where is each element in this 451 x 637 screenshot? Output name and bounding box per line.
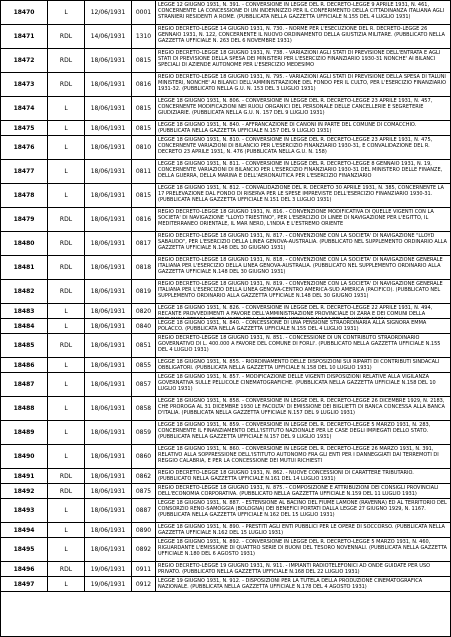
- act-type: L: [48, 523, 85, 537]
- act-description: REGIO DECRETO-LEGGE 18 GIUGNO 1931, N. 817. - CONVENZIONE CON LA SOCIETA' DI NAVIGAZIONE "LLOYD SABAUDO", PER L'ESERCIZIO DELLA LINEA GENOVA-AUSTRALIA. (PUBBLICATO NEL SUPPLEMENTO ORDINARIO ALLA GAZZETTA UFFICIALE N.148 DEL 30 GIUGNO 1931): [158, 233, 447, 251]
- act-code: 0892: [132, 538, 156, 561]
- act-date: 18/06/1931: [85, 334, 132, 357]
- act-date: 18/06/1931: [85, 397, 132, 420]
- act-description: REGIO DECRETO-LEGGE 18 GIUGNO 1931, N. 818. - CONVENZIONE CON LA SOCIETA' DI NAVIGAZIONE GENERALE ITALIANA PER L'ESERCIZIO DELLA LINEA GENOVA-AUSTRALIA. (PUBBLICATO NEL SUPPLEMENTO ORDINARIO ALLA GAZZETTA UFFICIALE N.148 DEL 30 GIUGNO 1931): [158, 257, 443, 275]
- act-type: L: [48, 445, 85, 468]
- act-description: REGIO DECRETO-LEGGE 18 GIUGNO 1931, N. 819. - CONVENZIONE CON LA SOCIETA' DI NAVIGAZIONE GENERALE ITALIANA PER L'ESERCIZIO DELLA LINEA GENOVA-CENTRO AMERICA-SUD AMERICA (PACIFICO). (PUBBLICATO NEL SUPPLEMENTO ORDINARIO ALLA GAZZETTA UFFICIALE N.148 DEL 30 GIUGNO 1931): [158, 281, 443, 299]
- act-date: 12/06/1931: [85, 1, 132, 24]
- table-row: [1, 160, 450, 184]
- record-number: 18495: [1, 538, 48, 561]
- act-type: L: [48, 577, 85, 591]
- act-type: L: [48, 538, 85, 561]
- act-date: 18/06/1931: [85, 256, 132, 279]
- table-row: [1, 445, 450, 469]
- table-row: [1, 523, 450, 538]
- act-type: RDL: [48, 334, 85, 357]
- act-date: 18/06/1931: [85, 469, 132, 483]
- act-code: 0887: [132, 499, 156, 522]
- act-type: L: [48, 121, 85, 135]
- act-description: LEGGE 18 GIUGNO 1931, N. 840. - CONCESSIONE DI UNA PENSIONE STRAORDINARIA ALLA SIGNORA EMMA POLACCO. (PUBBLICATA NELLA GAZZETTA UFFICIALE N.155 DEL 4 LUGLIO 1931): [158, 320, 427, 332]
- act-type: RDL: [48, 232, 85, 255]
- table-row: [1, 208, 450, 232]
- record-number: 18476: [1, 136, 48, 159]
- record-number: 18478: [1, 184, 48, 207]
- act-type: L: [48, 319, 85, 333]
- act-type: L: [48, 358, 85, 372]
- act-description: LEGGE 12 GIUGNO 1931, N. 391. - CONVERSIONE IN LEGGE DEL R. DECRETO-LEGGE 9 APRILE 1931, N. 461, CONCERNENTE LA CONCESSIONE DI UN INDENNIZZO PER IL CONFERIMENTO DELLA CITTADINANZA ITALIANA AGLI STRANIERI RESIDENTI A ROME. (PUBBLICATA NELLA GAZZETTA UFFICIALE N.155 DEL 4 LUGLIO 1931): [158, 2, 445, 20]
- act-date: 19/06/1931: [85, 577, 132, 591]
- table-row: [1, 25, 450, 49]
- table-row: [1, 280, 450, 304]
- act-code: 0862: [132, 469, 156, 483]
- act-code: 0817: [132, 232, 156, 255]
- act-code: 0816: [132, 73, 156, 96]
- act-description: LEGGE 18 GIUGNO 1931, N. 892. - CONVERSIONE IN LEGGE DEL R. DECRETO-LEGGE 5 MARZO 1931, N. 460, RIGUARDANTE L'EMISSIONE DI QUATTRO SERIE DI BUONI DEL TESORO NOVENNALI. (PUBBLICATA NELLA GAZZETTA UFFICIALE N.180 DEL 6 AGOSTO 1931): [158, 539, 447, 557]
- act-date: 18/06/1931: [85, 73, 132, 96]
- act-date: 18/06/1931: [85, 499, 132, 522]
- act-type: RDL: [48, 280, 85, 303]
- act-description: LEGGE 18 GIUGNO 1931, N. 806. - CONVERSIONE IN LEGGE DEL R. DECRETO-LEGGE 23 APRILE 1931, N. 457, CONCERNENTE MODIFICAZIONI NEI RUOLI ORGANICI DEL PERSONALE DELLE CANCELLERIE E SEGRETERIE GIUDIZIARIE. (PUBBLICATA NELLA G.U. N. 157 DEL 9 LUGLIO 1931): [158, 98, 433, 116]
- act-description: LEGGE 18 GIUGNO 1931, N. 811. - CONVERSIONE IN LEGGE DEL R. DECRETO-LEGGE 8 GENNAIO 1931, N. 19, CONCERNENTE VARIAZIONI DI BILANCIO PER L'ESERCIZIO FINANZIARIO 1930-31 DEL MINISTERO DELLE FINANZE, DELLA GUERRA, DELLA MARINA E DELL'AERONAUTICA PER L'ESERCIZIO FINANZIARIO: [158, 161, 443, 179]
- table-row: [1, 373, 450, 397]
- act-date: 18/06/1931: [85, 280, 132, 303]
- act-code: 0815: [132, 184, 156, 207]
- act-code: 0857: [132, 373, 156, 396]
- table-row: [1, 256, 450, 280]
- act-date: 18/06/1931: [85, 484, 132, 498]
- record-number: 18496: [1, 562, 48, 576]
- act-description: LEGGE 18 GIUGNO 1931, N. 812. - CONVALIDAZIONE DEL R. DECRETO 30 APRILE 1931, N. 385, CONCERNENTE LA 17 PRELEVAZIONE DAL FONDO DI RISERVA PER LE SPESE IMPREVISTE DELL'ESERCIZIO FINANZIARIO 1930-31. (PUBBLICATA NELLA GAZZETTA UFFICIALE N.151 DEL 3 LUGLIO 1931): [158, 185, 444, 203]
- table-row: [1, 562, 450, 577]
- record-number: 18475: [1, 121, 48, 135]
- act-date: 18/06/1931: [85, 136, 132, 159]
- record-number: 18470: [1, 1, 48, 24]
- act-date: 18/06/1931: [85, 97, 132, 120]
- record-number: 18490: [1, 445, 48, 468]
- table-row: [1, 499, 450, 523]
- act-date: 18/06/1931: [85, 160, 132, 183]
- act-description: LEGGE 19 GIUGNO 1931, N. 912. - DISPOSIZIONI PER LA TUTELA DELLA PRODUZIONE CINEMATOGRAFICA NAZIONALE. (PUBBLICATA NELLA GAZZETTA UFFICIALE N.178 DEL 4 AGOSTO 1931): [158, 578, 423, 590]
- record-number: 18483: [1, 304, 48, 318]
- act-description: REGIO DECRETO-LEGGE 14 GIUGNO 1931, N. 730. - NORME PER L'ESECUZIONE DEL R. DECRETO-LEGGE 26 GENNAIO 1931, N. 122, CONCERNENTE IL NUOVO ORDINAMENTO DELLA GIUSTIZIA MILITARE. (PUBBLICATO NELLA GAZZETTA UFFICIALE N. 263 DEL 6 NOVEMBRE 1931): [158, 26, 445, 44]
- act-description: LEGGE 18 GIUGNO 1931, N. 840. - AFFRANCAZIONE DI CANONI IN PARTE DEL COMUNE DI COMACCHIO. (PUBBLICATA NELLA GAZZETTA UFFICIALE N.157 DEL 9 LUGLIO 1931): [158, 122, 417, 134]
- table-row: [1, 49, 450, 73]
- act-type: L: [48, 421, 85, 444]
- act-code: 0860: [132, 445, 156, 468]
- act-code: 0859: [132, 421, 156, 444]
- record-number: 18479: [1, 208, 48, 231]
- record-number: 18471: [1, 25, 48, 48]
- act-type: RDL: [48, 49, 85, 72]
- act-type: L: [48, 499, 85, 522]
- record-number: 18477: [1, 160, 48, 183]
- act-description: LEGGE 18 GIUGNO 1931, N. 858. - CONVERSIONE IN LEGGE DEL R. DECRETO-LEGGE 26 DICEMBRE 1929, N. 2183, CHE PROROGA AL 31 DICEMBRE 1930 LE FACOLTA' DI EMISSIONE DEI BIGLIETTI DI BANCA CONCESSA ALLA BANCA D'ITALIA. (PUBBLICATA NELLA GAZZETTA UFFICIALE N.157 DEL 9 LUGLIO 1931): [158, 398, 445, 416]
- act-date: 18/06/1931: [85, 232, 132, 255]
- act-date: 14/06/1931: [85, 25, 132, 48]
- act-date: 18/06/1931: [85, 373, 132, 396]
- act-date: 18/06/1931: [85, 538, 132, 561]
- act-date: 18/06/1931: [85, 121, 132, 135]
- table-row: [1, 97, 450, 121]
- act-date: 18/06/1931: [85, 319, 132, 333]
- act-type: RDL: [48, 25, 85, 48]
- act-date: 19/06/1931: [85, 562, 132, 576]
- record-number: 18489: [1, 421, 48, 444]
- act-type: L: [48, 184, 85, 207]
- act-description: REGIO DECRETO-LEGGE 18 GIUGNO 1931, N. 738. - VARIAZIONI AGLI STATI DI PREVISIONE DELL'ENTRATA E AGLI STATI DI PREVISIONE DELLA SPESA DEI MINISTERI PER L'ESERCIZIO FINANZIARIO 1930-31 NONCHE' AI BILANCI SPECIALI DI AZIENDE AUTONOME PER L'ESERCIZIO MEDESIMO: [158, 50, 441, 68]
- act-code: 0815: [132, 97, 156, 120]
- act-code: 1310: [132, 25, 156, 48]
- act-date: 18/06/1931: [85, 358, 132, 372]
- table-row: [1, 358, 450, 373]
- act-description: LEGGE 18 GIUGNO 1931, N. 810. - CONVERSIONE IN LEGGE DEL R. DECRETO-LEGGE 23 APRILE 1931, N. 475, CONCERNENTE VARIAZIONI DI BILANCIO PER L'ESERCIZIO FINANZIARIO 1930-31, E CONVALIDAZIONE DEL R. DECRETO 23 APRILE 1931, N. 476 (PUBBLICATA NELLA G.U. N. 158): [158, 137, 433, 155]
- act-type: L: [48, 1, 85, 24]
- act-type: RDL: [48, 73, 85, 96]
- act-type: RDL: [48, 562, 85, 576]
- table-row: [1, 484, 450, 499]
- act-type: RDL: [48, 469, 85, 483]
- act-date: 18/06/1931: [85, 421, 132, 444]
- record-number: 18484: [1, 319, 48, 333]
- act-code: 0840: [132, 319, 156, 333]
- act-code: 0819: [132, 280, 156, 303]
- act-code: 0858: [132, 397, 156, 420]
- act-code: 0811: [132, 160, 156, 183]
- table-row: [1, 421, 450, 445]
- act-code: 0851: [132, 334, 156, 357]
- record-number: 18482: [1, 280, 48, 303]
- record-number: 18472: [1, 49, 48, 72]
- act-type: L: [48, 304, 85, 318]
- act-description: REGIO DECRETO-LEGGE 18 GIUGNO 1931, N. 851. - CONCESSIONE DI UN CONTRIBUTO STRAORDINARIO GOVERNATIVO DI L. 400.000 A FAVORE DEL COMUNE DI FORLI'. (PUBBLICATO NELLA GAZZETTA UFFICIALE N.155 DEL 4 LUGLIO 1931): [158, 335, 441, 353]
- act-code: 0855: [132, 358, 156, 372]
- act-code: 0810: [132, 136, 156, 159]
- act-date: 18/06/1931: [85, 49, 132, 72]
- act-description: REGIO DECRETO-LEGGE 18 GIUGNO 1931, N. 862. - NUOVE CONCESSIONI DI CARATTERE TRIBUTARIO. (PUBBLICATO NELLA GAZZETTA UFFICIALE N.161 DEL 14 LUGLIO 1931): [158, 470, 414, 482]
- act-type: L: [48, 397, 85, 420]
- act-code: 0875: [132, 484, 156, 498]
- act-description: LEGGE 18 GIUGNO 1931, N. 859. - CONVERSIONE IN LEGGE DEL R. DECRETO-LEGGE 5 MARZO 1931, N. 283, CONCERNENTE IL FINANZIAMENTO DELL'ISTITUTO NAZIONALE PER LE CASE DEGLI IMPIEGATI DELLO STATO. (PUBBLICATA NELLA GAZZETTA UFFICIALE N.157 DEL 9 LUGLIO 1931): [158, 422, 431, 440]
- act-date: 18/06/1931: [85, 304, 132, 318]
- act-type: L: [48, 97, 85, 120]
- record-number: 18474: [1, 97, 48, 120]
- act-code: 0820: [132, 304, 156, 318]
- act-type: RDL: [48, 484, 85, 498]
- act-description: LEGGE 18 GIUGNO 1931, N. 887. - ESTENSIONE AL BACINO DEL FIUME LAMONE (RAVENNA) ED AL TERRITORIO DEL CONSORZIO RENO-SAMOGGIA (BOLOGNA) DEI BENEFICI PORTATI DALLA LEGGE 27 GIUGNO 1929, N. 1167. (PUBBLICATA NELLA GAZZETTA UFFICIALE N.162 DEL 15 LUGLIO 1931): [158, 500, 447, 518]
- record-number: 18485: [1, 334, 48, 357]
- act-type: L: [48, 160, 85, 183]
- record-number: 18488: [1, 397, 48, 420]
- act-type: RDL: [48, 256, 85, 279]
- record-number: 18491: [1, 469, 48, 483]
- act-date: 18/06/1931: [85, 184, 132, 207]
- record-number: 18486: [1, 358, 48, 372]
- act-type: L: [48, 373, 85, 396]
- act-code: 0818: [132, 256, 156, 279]
- act-date: 18/06/1931: [85, 208, 132, 231]
- act-code: 0911: [132, 562, 156, 576]
- act-description: REGIO DECRETO-LEGGE 19 GIUGNO 1931, N. 911. - IMPIANTI RADIOTELEFONICI AD ONDE GUIDATE PER USO PRIVATO. (PUBBLICATO NELLA GAZZETTA UFFICIALE N.168 DEL 22 LUGLIO 1931): [158, 563, 431, 575]
- table-row: [1, 121, 450, 136]
- act-code: 0815: [132, 121, 156, 135]
- record-number: 18480: [1, 232, 48, 255]
- record-number: 18494: [1, 523, 48, 537]
- table-row: [1, 184, 450, 208]
- act-description: REGIO DECRETO-LEGGE 18 GIUGNO 1931, N. 875. - COMPOSIZIONE E ATTRIBUZIONI DEI CONSIGLI PROVINCIALI DELL'ECONOMIA CORPORATIVA. (PUBBLICATO NELLA GAZZETTA UFFICIALE N.159 DEL 11 LUGLIO 1931): [158, 485, 439, 497]
- act-description: LEGGE 18 GIUGNO 1931, N. 826. - CONVERSIONE IN LEGGE DEL R. DECRETO-LEGGE 22 APRILE 1931, N. 494, RECANTE PROVVEDIMENTI A FAVORE DELL'AMMINISTRAZIONE PROVINCIALE DI ZARA E DEI COMUNI DELLA: [158, 305, 433, 317]
- act-code: 0816: [132, 208, 156, 231]
- table-row: [1, 73, 450, 97]
- record-number: 18492: [1, 484, 48, 498]
- table-row: [1, 304, 450, 319]
- record-number: 18473: [1, 73, 48, 96]
- table-row: [1, 319, 450, 334]
- record-number: 18481: [1, 256, 48, 279]
- act-description: REGIO DECRETO-LEGGE 18 GIUGNO 1931, N. 795. - VARIAZIONI AGLI STATI DI PREVISIONE DELLA SPESA DI TALUNI MINISTERI, NONCHE' AI BILANCI DELL'AMMINISTRAZIONE DEL FONDO PER IL CULTO, PER L'ESERCIZIO FINANZIARIO 1931-32. (PUBBLICATO NELLA G.U. N. 153 DEL 3 LUGLIO 1931): [158, 74, 447, 92]
- record-number: 18497: [1, 577, 48, 591]
- table-row: [1, 469, 450, 484]
- table-row: [1, 334, 450, 358]
- table-row: [1, 1, 450, 25]
- table-row: [1, 538, 450, 562]
- table-row: [1, 397, 450, 421]
- record-number: 18493: [1, 499, 48, 522]
- act-type: RDL: [48, 208, 85, 231]
- act-description: LEGGE 18 GIUGNO 1931, N. 855. - RIORDINAMENTO DELLE DISPOSIZIONI SUI RIPARTI DI CONTRIBUTI SINDACALI OBBLIGATORI. (PUBBLICATA NELLA GAZZETTA UFFICIALE N.158 DEL 10 LUGLIO 1931): [158, 359, 440, 371]
- table-row: [1, 136, 450, 160]
- table-row: [1, 577, 450, 592]
- act-code: 0890: [132, 523, 156, 537]
- act-description: REGIO DECRETO-LEGGE 18 GIUGNO 1931, N. 816. - CONVENZIONE MODIFICATIVA DI QUELLE VIGENTI CON LA SOCIETA' DI NAVIGAZIONE "LLOYD TRIESTINO", PER L'ESERCIZIO DI LINEE DI NAVIGAZIONE PER L'EGITTO, IL MEDITERRANEO ORIENTALE, IL MAR NERO, L'INDIA E L'ESTREMO ORIENTE: [158, 209, 434, 227]
- act-description: LEGGE 18 GIUGNO 1931, N. 857. - MODIFICAZIONE DELLE VIGENTI DISPOSIZIONI RELATIVE ALLA VIGILANZA GOVERNATIVA SULLE PELLICOLE CINEMATOGRAFICHE. (PUBBLICATA NELLA GAZZETTA UFFICIALE N.158 DEL 10 LUGLIO 1931): [158, 374, 436, 392]
- act-date: 18/06/1931: [85, 523, 132, 537]
- act-description: LEGGE 18 GIUGNO 1931, N. 890. - PRESTITI AGLI ENTI PUBBLICI PER LE OPERE DI SOCCORSO. (PUBBLICATA NELLA GAZZETTA UFFICIALE N.162 DEL 15 LUGLIO 1931): [158, 524, 445, 536]
- act-code: 0912: [132, 577, 156, 591]
- act-type: L: [48, 136, 85, 159]
- act-description: LEGGE 18 GIUGNO 1931, N. 860. - CONVERSIONE IN LEGGE DEL R. DECRETO-LEGGE 26 MARZO 1931, N. 391, RELATIVO ALLA SOPPRESSIONE DELL'ISTITUTO AUTONOMO FRA GLI ENTI PER I DANNEGGIATI DAI TERREMOTI DI REGGIO CALABRIA, E PER LA CONCESSIONE DEI MUTUI RICHIESTI: [158, 446, 439, 464]
- record-number: 18487: [1, 373, 48, 396]
- act-date: 18/06/1931: [85, 445, 132, 468]
- table-row: [1, 232, 450, 256]
- act-code: 0001: [132, 1, 156, 24]
- act-code: 0815: [132, 49, 156, 72]
